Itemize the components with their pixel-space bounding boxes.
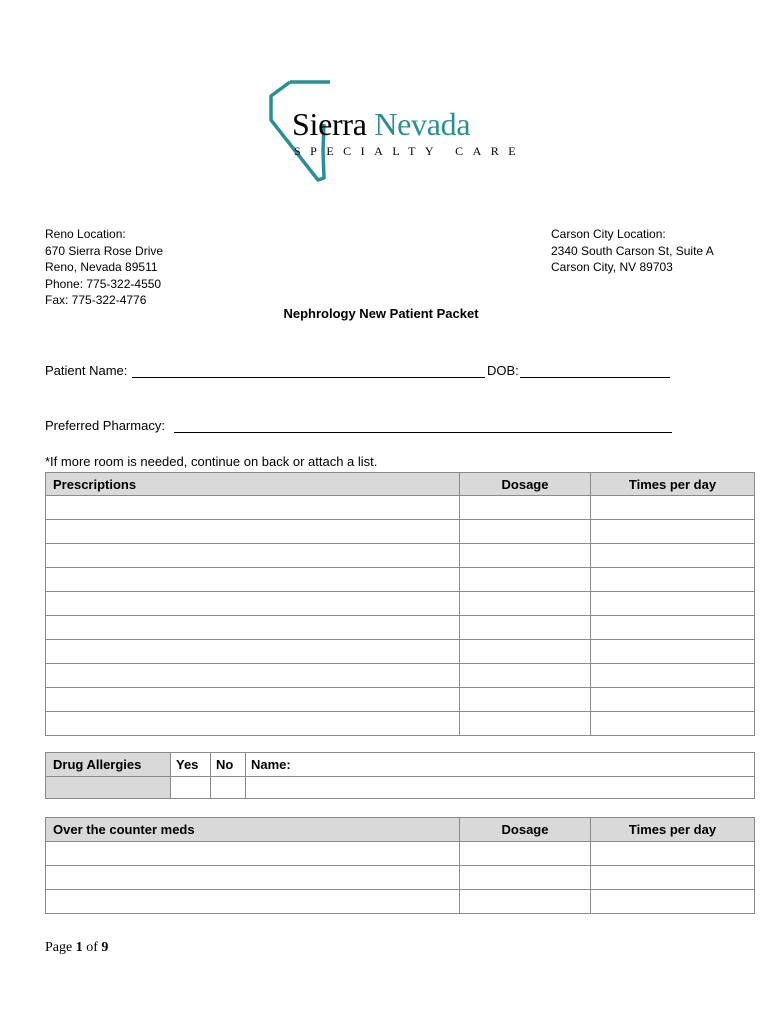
prescription-dosage-cell[interactable]	[460, 496, 591, 520]
prescriptions-header: Prescriptions	[46, 473, 460, 496]
prescription-row	[46, 640, 755, 664]
prescription-dosage-cell[interactable]	[460, 520, 591, 544]
otc-name-cell[interactable]	[46, 890, 460, 914]
otc-header: Over the counter meds	[46, 818, 460, 842]
prescription-row	[46, 520, 755, 544]
logo-subtitle: SPECIALTY CARE	[294, 144, 526, 158]
prescription-name-cell[interactable]	[46, 616, 460, 640]
prescription-name-cell[interactable]	[46, 520, 460, 544]
prescription-times-cell[interactable]	[591, 544, 755, 568]
page-of-word: of	[86, 940, 98, 955]
allergies-name-label: Name:	[246, 753, 755, 777]
prescription-name-cell[interactable]	[46, 688, 460, 712]
otc-row	[46, 890, 755, 914]
reno-phone: Phone: 775-322-4550	[45, 276, 162, 291]
prescription-times-cell[interactable]	[591, 664, 755, 688]
allergies-yes-cell[interactable]	[171, 777, 211, 799]
dosage-header: Dosage	[460, 473, 591, 496]
otc-row	[46, 842, 755, 866]
reno-city: Reno, Nevada 89511	[45, 260, 158, 274]
otc-meds-table	[45, 817, 755, 914]
allergies-no-cell[interactable]	[211, 777, 246, 799]
prescriptions-header-row	[46, 473, 755, 496]
prescription-row	[46, 712, 755, 736]
prescription-name-cell[interactable]	[46, 640, 460, 664]
otc-name-cell[interactable]	[46, 866, 460, 890]
prescription-name-cell[interactable]	[46, 496, 460, 520]
prescription-dosage-cell[interactable]	[460, 664, 591, 688]
dob-field[interactable]	[520, 377, 670, 378]
prescription-dosage-cell[interactable]	[460, 544, 591, 568]
page-current: 1	[75, 940, 83, 955]
page-title-text: Nephrology New Patient Packet	[283, 306, 479, 321]
allergies-header-row	[46, 753, 755, 777]
prescription-name-cell[interactable]	[46, 712, 460, 736]
prescription-times-cell[interactable]	[591, 616, 755, 640]
otc-row	[46, 866, 755, 890]
page-number	[45, 940, 108, 956]
allergies-no-label: No	[211, 753, 246, 777]
logo-name-nevada: Nevada	[374, 106, 471, 142]
prescription-name-cell[interactable]	[46, 544, 460, 568]
prescription-times-cell[interactable]	[591, 688, 755, 712]
prescription-row	[46, 616, 755, 640]
page-word: Page	[45, 940, 73, 955]
prescription-name-cell[interactable]	[46, 664, 460, 688]
prescription-times-cell[interactable]	[591, 712, 755, 736]
carson-address-block	[551, 226, 714, 276]
prescription-times-cell[interactable]	[591, 520, 755, 544]
prescription-row	[46, 592, 755, 616]
patient-name-field[interactable]	[132, 377, 485, 378]
prescription-dosage-cell[interactable]	[460, 568, 591, 592]
prescription-name-cell[interactable]	[46, 568, 460, 592]
prescription-row	[46, 688, 755, 712]
prescription-times-cell[interactable]	[591, 640, 755, 664]
carson-street: 2340 South Carson St, Suite A	[551, 243, 714, 258]
logo-name-sierra: Sierra	[292, 106, 367, 142]
reno-fax: Fax: 775-322-4776	[45, 293, 147, 307]
prescription-row	[46, 568, 755, 592]
drug-allergies-table	[45, 752, 755, 799]
drug-allergies-label: Drug Allergies	[46, 753, 171, 777]
patient-name-label: Patient Name:	[45, 363, 128, 378]
page-title	[0, 306, 770, 321]
prescription-times-cell[interactable]	[591, 568, 755, 592]
allergies-yes-label: Yes	[171, 753, 211, 777]
prescription-times-cell[interactable]	[591, 496, 755, 520]
prescription-dosage-cell[interactable]	[460, 712, 591, 736]
logo-wordmark	[292, 106, 470, 143]
carson-heading: Carson City Location:	[551, 227, 666, 241]
prescription-dosage-cell[interactable]	[460, 592, 591, 616]
reno-address-block	[45, 226, 163, 309]
otc-times-cell[interactable]	[591, 890, 755, 914]
prescription-row	[46, 664, 755, 688]
carson-city: Carson City, NV 89703	[551, 260, 673, 274]
overflow-note: *If more room is needed, continue on back or attach a list.	[45, 454, 378, 469]
allergies-name-cell[interactable]	[246, 777, 755, 799]
prescription-row	[46, 544, 755, 568]
pharmacy-field[interactable]	[174, 432, 672, 433]
reno-street: 670 Sierra Rose Drive	[45, 243, 164, 258]
dob-label: DOB:	[487, 363, 519, 378]
pharmacy-label: Preferred Pharmacy:	[45, 418, 165, 433]
allergies-label-cell	[46, 777, 171, 799]
otc-times-cell[interactable]	[591, 842, 755, 866]
sierra-nevada-logo	[266, 80, 526, 185]
times-per-day-header: Times per day	[591, 473, 755, 496]
prescription-dosage-cell[interactable]	[460, 640, 591, 664]
otc-dosage-cell[interactable]	[460, 842, 591, 866]
otc-dosage-cell[interactable]	[460, 866, 591, 890]
prescription-name-cell[interactable]	[46, 592, 460, 616]
prescription-dosage-cell[interactable]	[460, 688, 591, 712]
otc-header-row	[46, 818, 755, 842]
otc-times-cell[interactable]	[591, 866, 755, 890]
otc-dosage-cell[interactable]	[460, 890, 591, 914]
otc-times-per-day-header: Times per day	[591, 818, 755, 842]
allergies-entry-row	[46, 777, 755, 799]
reno-heading: Reno Location:	[45, 227, 126, 241]
prescription-row	[46, 496, 755, 520]
page-total: 9	[101, 940, 109, 955]
otc-name-cell[interactable]	[46, 842, 460, 866]
otc-dosage-header: Dosage	[460, 818, 591, 842]
prescription-dosage-cell[interactable]	[460, 616, 591, 640]
prescriptions-table	[45, 472, 755, 736]
prescription-times-cell[interactable]	[591, 592, 755, 616]
